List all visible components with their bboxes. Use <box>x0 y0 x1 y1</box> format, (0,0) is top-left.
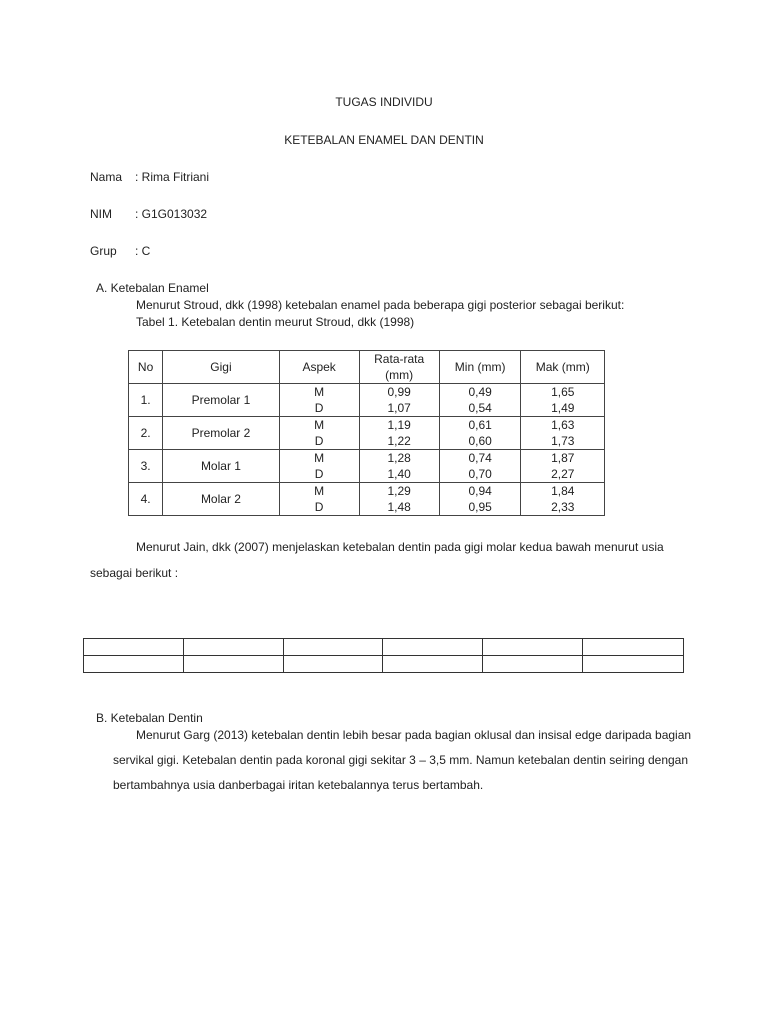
empty-cell <box>84 639 184 656</box>
empty-age-table <box>83 638 684 673</box>
table-row <box>84 656 684 673</box>
cell-min: 0,94 0,95 <box>439 483 521 516</box>
empty-cell <box>183 639 283 656</box>
cell-no: 3. <box>129 450 163 483</box>
empty-cell <box>84 656 184 673</box>
cell-mak: 1,65 1,49 <box>521 384 605 417</box>
page-subtitle: KETEBALAN ENAMEL DAN DENTIN <box>284 133 484 147</box>
empty-cell <box>283 639 383 656</box>
nim-label: NIM <box>90 207 112 221</box>
header-no: No <box>129 351 163 384</box>
section-a-heading: A. Ketebalan Enamel <box>96 281 209 295</box>
jain-paragraph-line2: sebagai berikut : <box>90 566 179 580</box>
cell-aspek: M D <box>279 450 359 483</box>
table-row <box>129 417 605 450</box>
header-gigi: Gigi <box>163 351 280 384</box>
grup-label: Grup <box>90 244 117 258</box>
cell-min: 0,61 0,60 <box>439 417 521 450</box>
table-row <box>129 450 605 483</box>
empty-cell <box>383 656 483 673</box>
cell-mak: 1,63 1,73 <box>521 417 605 450</box>
section-b-heading: B. Ketebalan Dentin <box>96 711 203 725</box>
empty-cell <box>183 656 283 673</box>
cell-min: 0,74 0,70 <box>439 450 521 483</box>
empty-cell <box>483 639 583 656</box>
cell-aspek: M D <box>279 483 359 516</box>
cell-gigi: Premolar 1 <box>163 384 280 417</box>
table-row <box>84 639 684 656</box>
cell-rata: 0,99 1,07 <box>359 384 439 417</box>
section-a-intro: Menurut Stroud, dkk (1998) ketebalan enamel pada beberapa gigi posterior sebagai berikut: <box>136 298 625 312</box>
nim-value: : G1G013032 <box>135 207 208 221</box>
cell-mak: 1,87 2,27 <box>521 450 605 483</box>
cell-no: 2. <box>129 417 163 450</box>
section-b-line2: servikal gigi. Ketebalan dentin pada koronal gigi sekitar 3 – 3,5 mm. Namun ketebalan dentin seiring dengan <box>113 753 689 767</box>
section-b-line1: Menurut Garg (2013) ketebalan dentin lebih besar pada bagian oklusal dan insisal edge daripada bagian <box>136 728 692 742</box>
empty-cell <box>383 639 483 656</box>
empty-cell <box>483 656 583 673</box>
enamel-table <box>128 350 605 516</box>
cell-gigi: Molar 1 <box>163 450 280 483</box>
page-title: TUGAS INDIVIDU <box>335 95 433 109</box>
empty-cell <box>583 656 684 673</box>
empty-cell <box>283 656 383 673</box>
cell-rata: 1,19 1,22 <box>359 417 439 450</box>
table-header-row <box>129 351 605 384</box>
cell-aspek: M D <box>279 384 359 417</box>
cell-mak: 1,84 2,33 <box>521 483 605 516</box>
cell-min: 0,49 0,54 <box>439 384 521 417</box>
nama-label: Nama <box>90 170 123 184</box>
header-rata: Rata-rata (mm) <box>359 351 439 384</box>
table-row <box>129 384 605 417</box>
cell-gigi: Molar 2 <box>163 483 280 516</box>
table-row <box>129 483 605 516</box>
grup-value: : C <box>135 244 151 258</box>
nama-value: : Rima Fitriani <box>135 170 210 184</box>
cell-no: 1. <box>129 384 163 417</box>
jain-paragraph-line1: Menurut Jain, dkk (2007) menjelaskan ketebalan dentin pada gigi molar kedua bawah menurut usia <box>136 540 664 554</box>
table-caption: Tabel 1. Ketebalan dentin meurut Stroud, dkk (1998) <box>136 315 415 329</box>
cell-aspek: M D <box>279 417 359 450</box>
section-b-line3: bertambahnya usia danberbagai iritan ketebalannya terus bertambah. <box>113 778 484 792</box>
cell-gigi: Premolar 2 <box>163 417 280 450</box>
cell-no: 4. <box>129 483 163 516</box>
header-min: Min (mm) <box>439 351 521 384</box>
header-aspek: Aspek <box>279 351 359 384</box>
cell-rata: 1,28 1,40 <box>359 450 439 483</box>
header-mak: Mak (mm) <box>521 351 605 384</box>
empty-cell <box>583 639 684 656</box>
cell-rata: 1,29 1,48 <box>359 483 439 516</box>
